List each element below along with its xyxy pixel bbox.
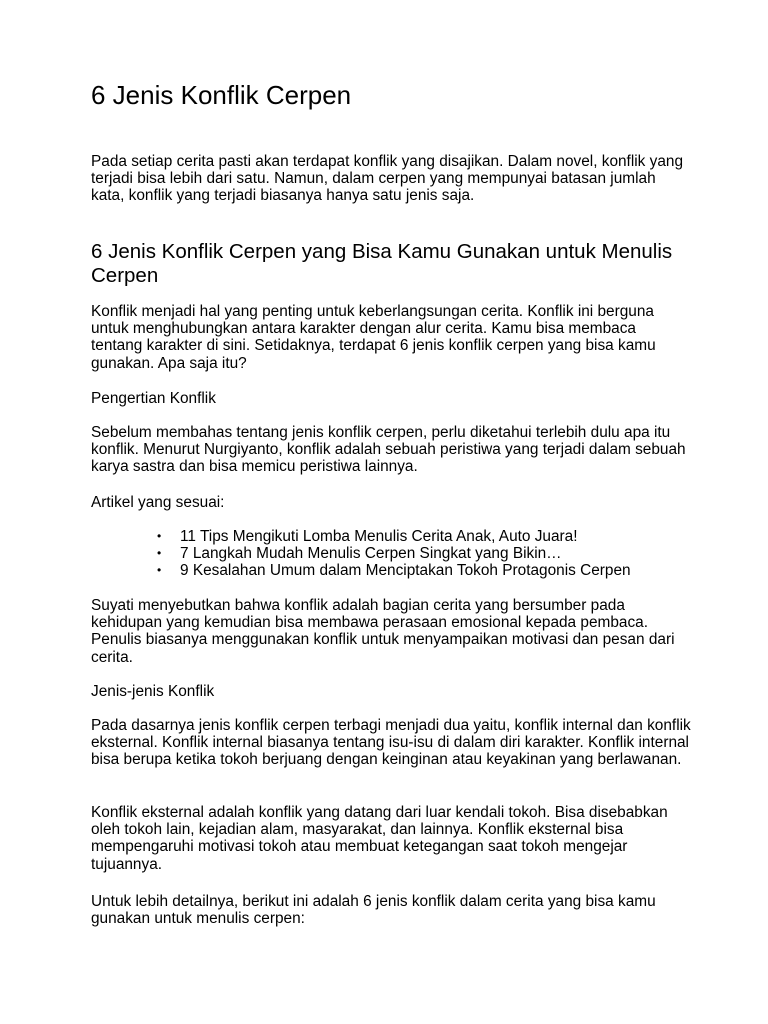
related-articles-label: Artikel yang sesuai: (91, 494, 225, 511)
bullet-icon: • (157, 529, 162, 543)
subheading-pengertian: Pengertian Konflik (91, 390, 216, 407)
related-article-link[interactable]: 7 Langkah Mudah Menulis Cerpen Singkat yang Bikin… (180, 545, 562, 563)
related-article-link[interactable]: 9 Kesalahan Umum dalam Menciptakan Tokoh Protagonis Cerpen (180, 562, 631, 580)
related-article-link[interactable]: 11 Tips Mengikuti Lomba Menulis Cerita Anak, Auto Juara! (180, 528, 578, 545)
related-article-item[interactable] (150, 528, 670, 545)
paragraph-suyati: Suyati menyebutkan bahwa konflik adalah bagian cerita yang bersumber pada kehidupan yang kemudian bisa membawa perasaan emosional kepada pembaca. Penulis biasanya menggunakan konflik untuk menyampaikan motivasi dan pesan dari cerita. (91, 597, 675, 666)
bullet-icon: • (157, 546, 162, 561)
paragraph-importance: Konflik menjadi hal yang penting untuk keberlangsungan cerita. Konflik ini berguna untuk menghubungkan antara karakter dengan alur cerita. Kamu bisa membaca tentang karakter di sini. Setidaknya, terdapat 6 jenis konflik cerpen yang bisa kamu gunakan. Apa saja itu? (91, 303, 656, 372)
page-title: 6 Jenis Konflik Cerpen (91, 80, 352, 110)
intro-paragraph: Pada setiap cerita pasti akan terdapat konflik yang disajikan. Dalam novel, konflik yang terjadi bisa lebih dari satu. Namun, dalam cerpen yang mempunyai batasan jumlah kata, konflik yang terjadi biasanya hanya satu jenis saja. (91, 153, 684, 205)
related-article-item[interactable] (150, 545, 670, 562)
paragraph-external: Konflik eksternal adalah konflik yang datang dari luar kendali tokoh. Bisa disebabkan oleh tokoh lain, kejadian alam, masyarakat, dan lainnya. Konflik eksternal bisa mempengaruhi motivasi tokoh atau membuat ketegangan saat tokoh mengejar tujuannya. (91, 804, 668, 873)
paragraph-closing: Untuk lebih detailnya, berikut ini adalah 6 jenis konflik dalam cerita yang bisa kamu gunakan untuk menulis cerpen: (91, 893, 656, 928)
section-heading: 6 Jenis Konflik Cerpen yang Bisa Kamu Gunakan untuk Menulis Cerpen (91, 240, 673, 287)
bullet-icon: • (157, 563, 162, 578)
related-article-item[interactable] (150, 562, 670, 579)
related-articles-list (150, 528, 670, 580)
paragraph-internal: Pada dasarnya jenis konflik cerpen terbagi menjadi dua yaitu, konflik internal dan konflik eksternal. Konflik internal biasanya tentang isu-isu di dalam diri karakter. Konflik internal bisa berupa ketika tokoh berjuang dengan keinginan atau keyakinan yang berlawanan. (91, 717, 691, 769)
subheading-jenis: Jenis-jenis Konflik (91, 683, 215, 700)
paragraph-definition: Sebelum membahas tentang jenis konflik cerpen, perlu diketahui terlebih dulu apa itu konflik. Menurut Nurgiyanto, konflik adalah sebuah peristiwa yang terjadi dalam sebuah karya sastra dan bisa memicu peristiwa lainnya. (91, 424, 686, 476)
